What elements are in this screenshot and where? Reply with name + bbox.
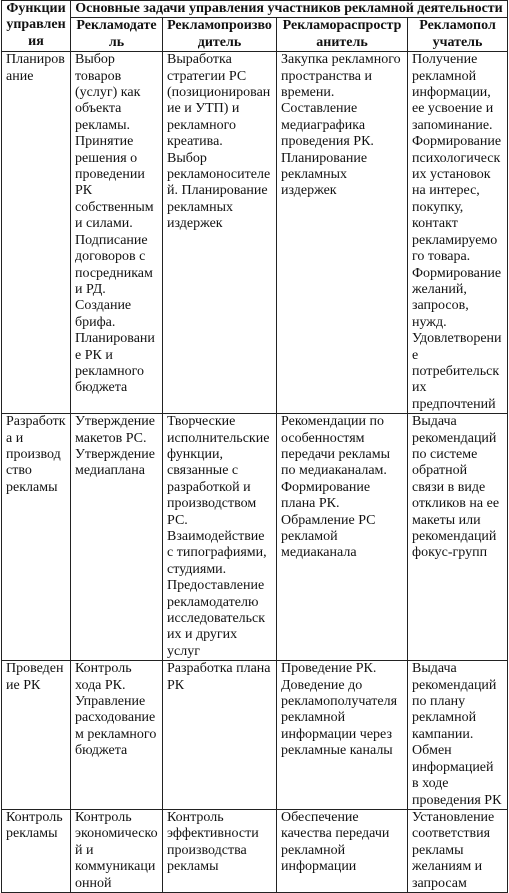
table-row-campaign	[2, 661, 508, 810]
table-cell: Выбор товаров (услуг) как объекта рекламы. Принятие решения о проведении РК собственным и силами. Подписание договоров с посредникам и РД. Создание брифа. Планировани е РК и рекламного бюджета	[71, 52, 163, 414]
table-row-development	[2, 414, 508, 661]
table-row-control	[2, 809, 508, 892]
row-function-label: Контроль рекламы	[2, 809, 71, 892]
table-cell: Установление соответствия рекламы желаниям и запросам	[408, 809, 508, 892]
table-cell: Контроль хода РК. Управление расходование м рекламного бюджета	[71, 661, 163, 810]
table-cell: Выдача рекомендаций по плану рекламной кампании. Обмен информацией в ходе проведения РК	[408, 661, 508, 810]
table-row-planning	[2, 52, 508, 414]
column-header-distributor: Рекламораспростр анитель	[277, 18, 408, 52]
table-cell: Выработка стратегии РС (позиционирован ие и УТП) и рекламного креатива. Выбор рекламоносителе й. Планирование рекламных издержек	[163, 52, 277, 414]
table-cell: Контроль эффективности производства рекламы	[163, 809, 277, 892]
column-header-advertiser: Рекламодате ль	[71, 18, 163, 52]
table-cell: Закупка рекламного пространства и времени. Составление медиаграфика проведения РК. Планирование рекламных издержек	[277, 52, 408, 414]
table-cell: Разработка плана РК	[163, 661, 277, 810]
column-header-recipient: Рекламопол учатель	[408, 18, 508, 52]
row-function-label: Разработк а и производ ство рекламы	[2, 414, 71, 661]
advertising-tasks-table	[1, 0, 508, 893]
group-header: Основные задачи управления участников рекламной деятельности	[71, 1, 508, 18]
row-function-label: Проведен ие РК	[2, 661, 71, 810]
table-cell: Получение рекламной информации, ее усвоение и запоминание. Формирование психологическ их установок на интерес, покупку, контакт рекламируемо го товара. Формирование желаний, запросов, нужд. Удовлетворени е потребительск их предпочтений	[408, 52, 508, 414]
table-cell: Обеспечение качества передачи рекламной информации	[277, 809, 408, 892]
functions-header: Функции управлен ия	[2, 1, 71, 52]
table-cell: Рекомендации по особенностям передачи рекламы по медиаканалам. Формирование плана РК. Обрамление РС рекламой медиаканала	[277, 414, 408, 661]
row-function-label: Планиров ание	[2, 52, 71, 414]
table-cell: Выдача рекомендаций по системе обратной связи в виде откликов на ее макеты или рекомендаций фокус-групп	[408, 414, 508, 661]
table-cell: Утверждение макетов РС. Утверждение медиаплана	[71, 414, 163, 661]
column-header-producer: Рекламопроизво дитель	[163, 18, 277, 52]
table-cell: Творческие исполнительские функции, связанные с разработкой и производством РС. Взаимодействие с типографиями, студиями. Предоставление рекламодателю исследовательск их и других услуг	[163, 414, 277, 661]
table-cell: Проведение РК. Доведение до рекламополучателя рекламной информации через рекламные каналы	[277, 661, 408, 810]
table-cell: Контроль экономическо й и коммуникаци онной	[71, 809, 163, 892]
